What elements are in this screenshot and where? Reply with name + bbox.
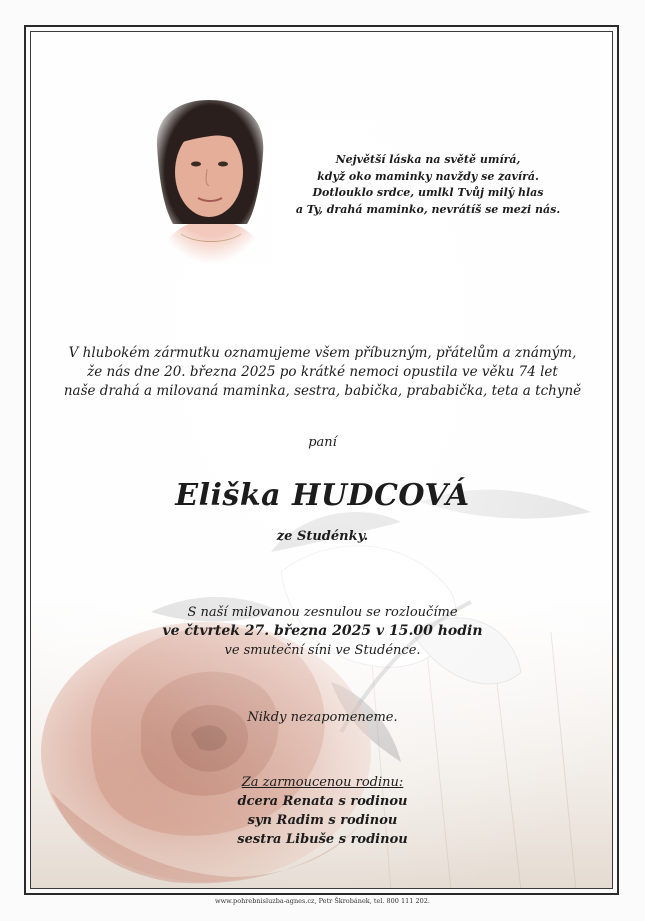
announcement-text (45, 344, 600, 401)
family-member: dcera Renata s rodinou (237, 794, 408, 809)
never-forget-text: Nikdy nezapomeneme. (247, 710, 398, 725)
portrait-photo (151, 94, 271, 264)
family-heading: Za zarmoucenou rodinu: (241, 775, 404, 790)
farewell-details (31, 603, 613, 660)
announcement-line: V hlubokém zármutku oznamujeme všem příbuzným, přátelům a známým, (68, 345, 577, 361)
farewell-place: ve smuteční síni ve Studénce. (224, 643, 421, 658)
family-member: sestra Libuše s rodinou (237, 832, 408, 847)
memorial-poem (293, 152, 563, 218)
funeral-service-footer: www.pohrebnisluzba-agnes.cz, Petr Škrobánek, tel. 800 111 202. (215, 897, 430, 905)
deceased-origin: ze Studénky. (276, 529, 369, 544)
announcement-line: naše drahá a milovaná maminka, sestra, babička, prababička, teta a tchyně (63, 383, 582, 399)
family-signature (31, 773, 613, 849)
parte-card (30, 31, 613, 889)
announcement-line: že nás dne 20. března 2025 po krátké nemoci opustila ve věku 74 let (87, 364, 558, 380)
poem-line: Dotlouklo srdce, umlkl Tvůj milý hlas (312, 186, 544, 199)
salutation: paní (308, 435, 337, 450)
poem-line: když oko maminky navždy se zavírá. (317, 169, 539, 183)
family-member: syn Radim s rodinou (247, 813, 398, 828)
farewell-date-time: ve čtvrtek 27. března 2025 v 15.00 hodin (162, 623, 483, 639)
deceased-name: Eliška HUDCOVÁ (175, 478, 470, 513)
poem-line: Největší láska na světě umírá, (335, 153, 521, 166)
poem-line: a Ty, drahá maminko, nevrátíš se mezi nás. (295, 202, 561, 216)
farewell-line: S naší milovanou zesnulou se rozloučíme (187, 605, 458, 620)
